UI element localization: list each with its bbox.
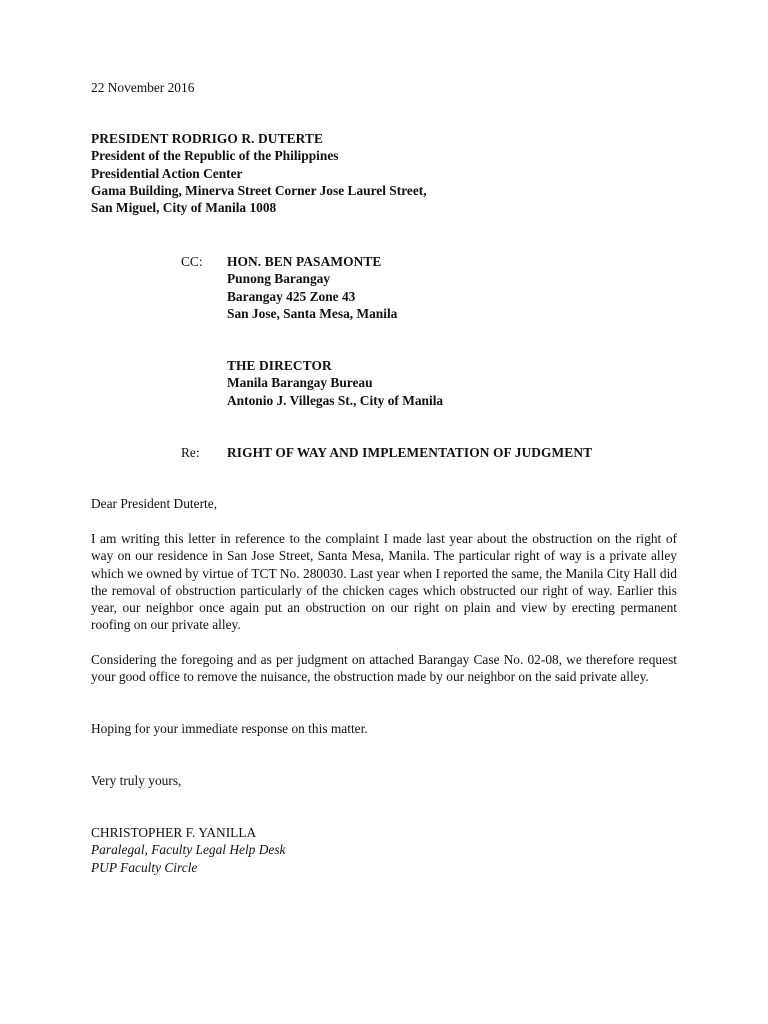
addressee-line: President of the Republic of the Philippines: [91, 148, 339, 164]
cc-recipient-name: HON. BEN PASAMONTE: [227, 254, 382, 269]
salutation: [91, 495, 677, 512]
closing: [91, 772, 677, 789]
cc-recipient-line: Antonio J. Villegas St., City of Manila: [227, 392, 444, 408]
signatory-title: Paralegal, Faculty Legal Help Desk: [91, 842, 286, 858]
salutation-text: Dear President Duterte,: [91, 496, 218, 511]
re-label: Re:: [181, 445, 200, 460]
re-subject: RIGHT OF WAY AND IMPLEMENTATION OF JUDGMENT: [227, 445, 593, 460]
signatory-block: [91, 824, 677, 876]
cc-label: CC:: [181, 254, 203, 269]
addressee-name: PRESIDENT RODRIGO R. DUTERTE: [91, 131, 323, 146]
body-paragraph-3: [91, 720, 677, 737]
addressee-line: Presidential Action Center: [91, 165, 243, 181]
body-paragraph-2: [91, 651, 677, 686]
body-paragraph-1: [91, 530, 677, 634]
body-paragraph-text: Considering the foregoing and as per judgment on attached Barangay Case No. 02-08, we therefore request your good office to remove the nuisance, the obstruction made by our neighbor on the said private alley.: [91, 652, 677, 685]
cc-recipient-line: Punong Barangay: [227, 271, 331, 287]
cc-recipient-name: THE DIRECTOR: [227, 358, 332, 373]
addressee-line: Gama Building, Minerva Street Corner Jose Laurel Street,: [91, 182, 427, 198]
closing-text: Very truly yours,: [91, 773, 182, 788]
signatory-organization: PUP Faculty Circle: [91, 859, 198, 875]
letter-date: [91, 79, 677, 96]
cc-recipient-2: [227, 357, 443, 409]
body-paragraph-text: Hoping for your immediate response on this matter.: [91, 721, 368, 736]
cc-recipient-1: [227, 253, 397, 322]
addressee-block: [91, 130, 677, 216]
cc-recipient-line: Manila Barangay Bureau: [227, 375, 373, 391]
addressee-line: San Miguel, City of Manila 1008: [91, 200, 277, 216]
date-text: 22 November 2016: [91, 80, 195, 95]
cc-recipient-line: San Jose, Santa Mesa, Manila: [227, 305, 398, 321]
body-paragraph-text: I am writing this letter in reference to the complaint I made last year about the obstruction on the right of way on our residence in San Jose Street, Santa Mesa, Manila. The particular right of way is a private alley which we owned by virtue of TCT No. 280030. Last year when I reported the same, the Manila City Hall did the removal of obstruction particularly of the chicken cages which obstructed our right of way. Earlier this year, our neighbor once again put an obstruction on our right on plain and view by erecting permanent roofing on our private alley.: [91, 531, 677, 633]
signatory-name: CHRISTOPHER F. YANILLA: [91, 825, 257, 840]
cc-recipient-line: Barangay 425 Zone 43: [227, 288, 356, 304]
